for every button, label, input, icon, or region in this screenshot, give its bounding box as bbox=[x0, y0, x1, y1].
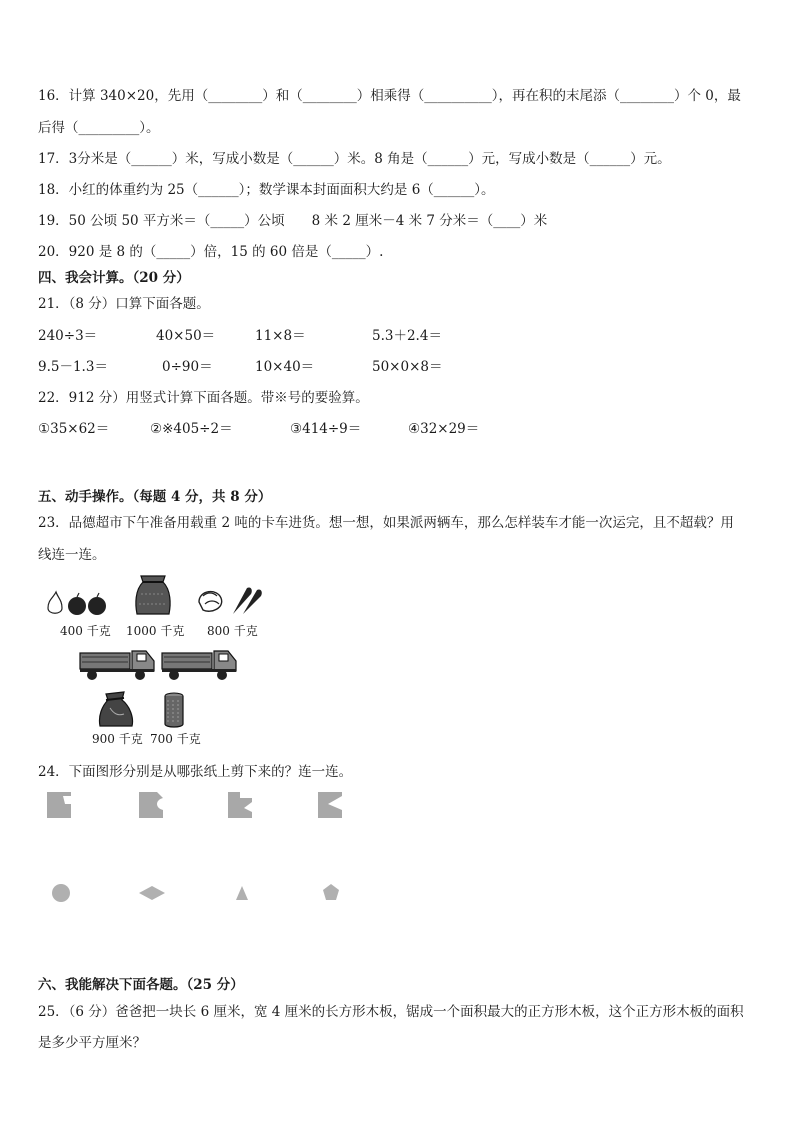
cut-paper-shape bbox=[45, 790, 73, 820]
q24: 24．下面图形分别是从哪张纸上剪下来的？连一连。 bbox=[38, 764, 353, 780]
weight-label: 900 千克 bbox=[92, 732, 143, 746]
grain-sack-picture bbox=[133, 572, 173, 616]
barrel-picture bbox=[162, 692, 186, 728]
q20: 20．920 是 8 的（_____）倍，15 的 60 倍是（_____）. bbox=[38, 244, 384, 260]
pentagon-shape bbox=[321, 882, 341, 902]
cut-paper-shape bbox=[316, 790, 344, 820]
section-4-heading: 四、我会计算。（20 分） bbox=[38, 270, 190, 286]
q22-title: 22．912 分）用竖式计算下面各题。带※号的要验算。 bbox=[38, 390, 369, 406]
q21-title: 21．（8 分）口算下面各题。 bbox=[38, 296, 210, 312]
circle-shape bbox=[50, 882, 72, 904]
q25-line2: 是多少平方厘米？ bbox=[38, 1035, 146, 1051]
section-6-heading: 六、我能解决下面各题。（25 分） bbox=[38, 977, 244, 993]
q16-line2: 后得（_________）。 bbox=[38, 120, 160, 136]
calc-item: 40×50＝ bbox=[156, 328, 216, 344]
weight-label: 1000 千克 bbox=[126, 624, 185, 638]
q23-line2: 线连一连。 bbox=[38, 547, 106, 563]
q23-line1: 23．品德超市下午准备用载重 2 吨的卡车进货。想一想，如果派两辆车，那么怎样装车才能一次运完，且不超载？用 bbox=[38, 515, 734, 531]
q19: 19．50 公顷 50 平方米＝（_____）公顷 8 米 2 厘米－4 米 7 分米＝（____）米 bbox=[38, 213, 548, 229]
fruit-picture bbox=[44, 588, 108, 618]
weight-label: 400 千克 bbox=[60, 624, 111, 638]
vertical-calc-item: ②※405÷2＝ bbox=[150, 421, 233, 437]
q25-line1: 25．（6 分）爸爸把一块长 6 厘米，宽 4 厘米的长方形木板，锯成一个面积最大的正方形木板，这个正方形木板的面积 bbox=[38, 1004, 744, 1020]
q17: 17．3分米是（______）米，写成小数是（______）米。8 角是（______）元，写成小数是（______）元。 bbox=[38, 151, 671, 167]
cut-paper-shape bbox=[137, 790, 165, 820]
vegetables-picture bbox=[195, 582, 265, 616]
truck-icon bbox=[78, 645, 156, 681]
sack-picture bbox=[96, 690, 136, 728]
weight-label: 800 千克 bbox=[207, 624, 258, 638]
vertical-calc-item: ③414÷9＝ bbox=[290, 421, 362, 437]
calc-item: 240÷3＝ bbox=[38, 328, 98, 344]
calc-item: 0÷90＝ bbox=[162, 359, 213, 375]
vertical-calc-item: ④32×29＝ bbox=[408, 421, 480, 437]
calc-item: 5.3＋2.4＝ bbox=[372, 328, 442, 344]
vertical-calc-item: ①35×62＝ bbox=[38, 421, 110, 437]
triangle-shape bbox=[234, 884, 250, 902]
cut-paper-shape bbox=[226, 790, 254, 820]
calc-item: 11×8＝ bbox=[255, 328, 306, 344]
weight-label: 700 千克 bbox=[150, 732, 201, 746]
rhombus-shape bbox=[137, 884, 167, 902]
calc-item: 50×0×8＝ bbox=[372, 359, 443, 375]
truck-icon bbox=[160, 645, 238, 681]
q16-line1: 16．计算 340×20，先用（________）和（________）相乘得（__________），再在积的末尾添（________）个 0，最 bbox=[38, 88, 741, 104]
calc-item: 9.5－1.3＝ bbox=[38, 359, 108, 375]
q18: 18．小红的体重约为 25（______）；数学课本封面面积大约是 6（______）。 bbox=[38, 182, 495, 198]
section-5-heading: 五、动手操作。（每题 4 分，共 8 分） bbox=[38, 489, 272, 505]
calc-item: 10×40＝ bbox=[255, 359, 315, 375]
